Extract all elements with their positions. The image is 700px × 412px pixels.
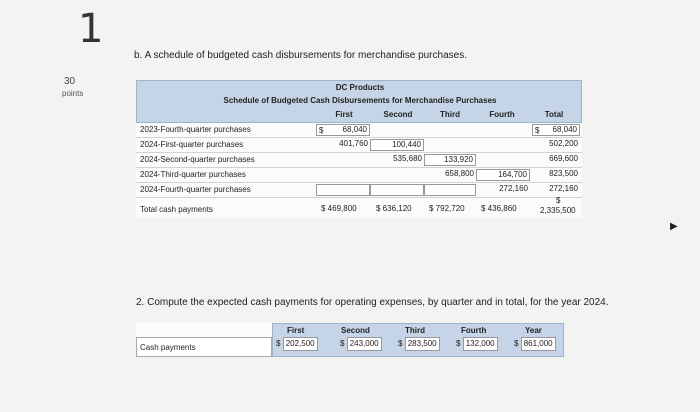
table-row — [136, 138, 582, 153]
cell-third[interactable]: 133,920 — [424, 154, 476, 166]
cell-second[interactable]: 100,440 — [370, 139, 424, 151]
cash-disbursement-schedule — [136, 80, 582, 218]
cell-first[interactable]: 401,760 — [339, 139, 368, 148]
company-name: DC Products — [335, 83, 385, 92]
cell-second[interactable] — [370, 184, 424, 196]
row-label: 2024-First-quarter purchases — [140, 140, 244, 149]
col-fourth: Fourth — [461, 326, 487, 335]
part-2-prompt: 2. Compute the expected cash payments for operating expenses, by quarter and in total, for the year 2024. — [136, 297, 609, 308]
total-label: Total cash payments — [140, 205, 213, 214]
col-second: Second — [341, 326, 370, 335]
col-third: Third — [440, 110, 460, 119]
cp-fourth[interactable]: $ 132,000 — [456, 337, 498, 351]
cp-second[interactable]: $ 243,000 — [340, 337, 382, 351]
total-total: 2,335,500 — [540, 206, 576, 215]
question-number: 1 — [78, 6, 104, 52]
col-first: First — [287, 326, 305, 335]
total-fourth: $ 436,860 — [481, 204, 517, 213]
cp-year[interactable]: $ 861,000 — [514, 337, 556, 351]
mouse-cursor-icon: ▶ — [670, 221, 678, 232]
cell-first[interactable] — [316, 184, 370, 196]
cell-total[interactable]: 669,600 — [549, 154, 578, 163]
dollar-sign: $ — [535, 126, 540, 135]
cell-third[interactable] — [424, 184, 476, 196]
table-row — [136, 183, 582, 198]
cell-first[interactable]: $ 68,040 — [316, 124, 370, 136]
table-row — [136, 168, 582, 183]
cell-second[interactable]: 535,680 — [393, 154, 422, 163]
col-year: Year — [525, 326, 542, 335]
cell-total[interactable]: 502,200 — [549, 139, 578, 148]
part-b-prompt: b. A schedule of budgeted cash disbursements for merchandise purchases. — [134, 50, 467, 61]
cash-payments-label: Cash payments — [136, 337, 272, 357]
row-label: 2024-Second-quarter purchases — [140, 155, 255, 164]
cell-total[interactable]: $ 68,040 — [532, 124, 580, 136]
cell-fourth[interactable]: 272,160 — [499, 184, 528, 193]
total-third: $ 792,720 — [429, 204, 465, 213]
schedule-header — [136, 80, 582, 123]
col-fourth: Fourth — [489, 110, 515, 119]
total-second: $ 636,120 — [376, 204, 412, 213]
total-first: $ 469,800 — [321, 204, 357, 213]
dollar-sign: $ — [319, 126, 324, 135]
row-label: 2023-Fourth-quarter purchases — [140, 125, 251, 134]
total-dollar: $ — [556, 196, 561, 205]
cash-payments-table — [136, 323, 564, 357]
total-row — [136, 198, 582, 218]
schedule-title: Schedule of Budgeted Cash Disbursements for Merchandise Purchases — [223, 96, 497, 105]
col-total: Total — [544, 110, 564, 119]
table-row — [136, 153, 582, 168]
row-label: 2024-Third-quarter purchases — [140, 170, 246, 179]
col-third: Third — [405, 326, 425, 335]
row-label: 2024-Fourth-quarter purchases — [140, 185, 251, 194]
col-first: First — [335, 110, 353, 119]
table-row — [136, 123, 582, 138]
cp-third[interactable]: $ 283,500 — [398, 337, 440, 351]
points-value: 30 — [64, 76, 76, 87]
cell-fourth[interactable]: 164,700 — [476, 169, 530, 181]
cp-first[interactable]: $ 202,500 — [276, 337, 318, 351]
points-label: points — [62, 89, 84, 98]
cell-third[interactable]: 658,800 — [445, 169, 474, 178]
cell-total[interactable]: 272,160 — [549, 184, 578, 193]
col-second: Second — [383, 110, 413, 119]
cell-total[interactable]: 823,500 — [549, 169, 578, 178]
